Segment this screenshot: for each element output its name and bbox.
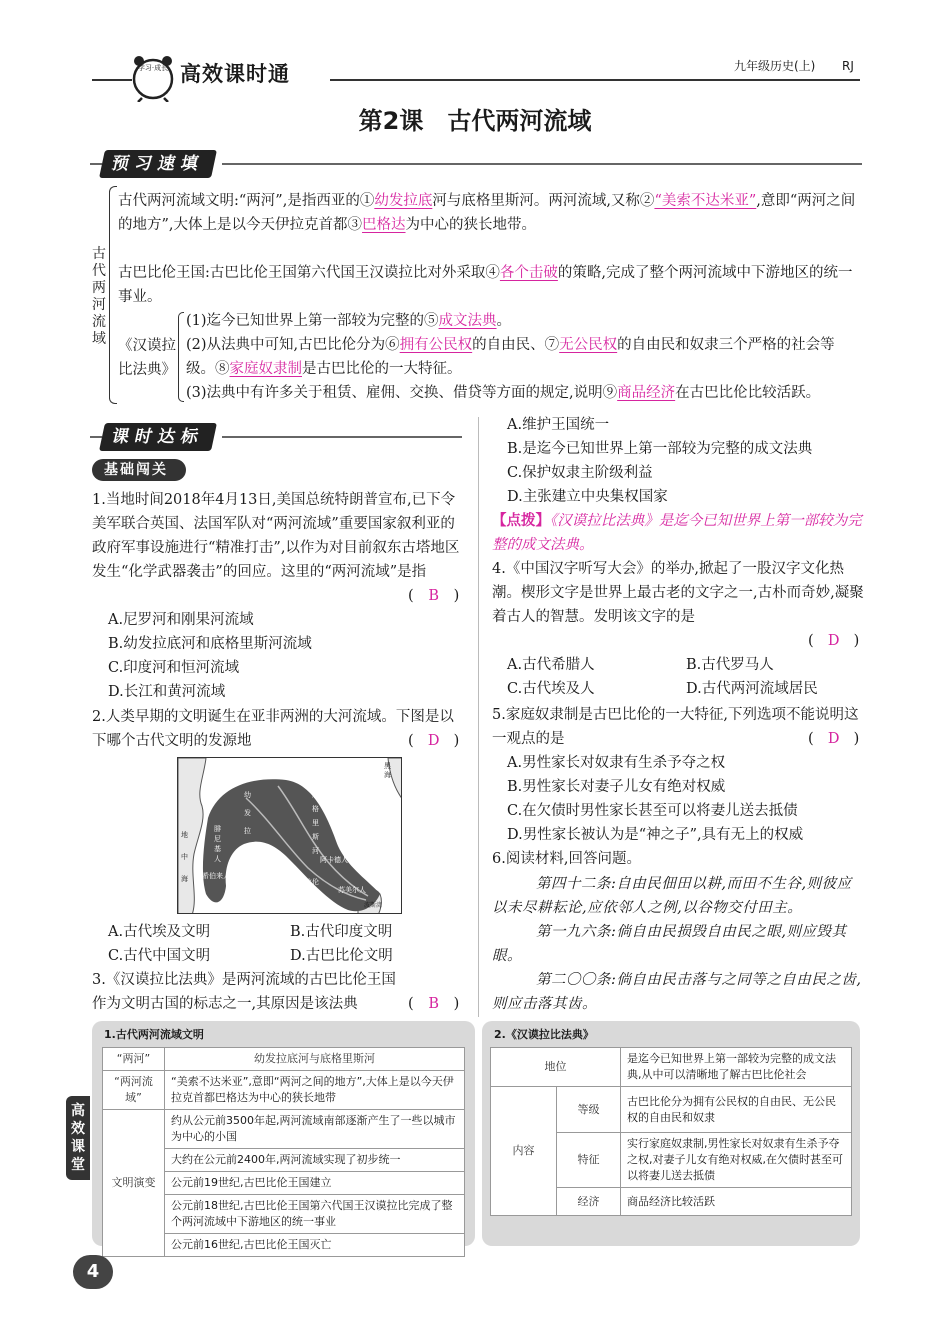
q2-option-a[interactable]: A.古代埃及文明 bbox=[108, 924, 211, 940]
answer-5: 成文法典 bbox=[438, 313, 497, 329]
brace-main bbox=[109, 186, 117, 404]
q6-material-1: 第四十二条:自由民佃田以耕,而田不生谷,则彼应以未尽耕耘论,应依邻人之例,以谷物交付田主。 bbox=[492, 876, 852, 916]
q3-option-b[interactable]: B.是迄今已知世界上第一部较为完整的成文法典 bbox=[507, 441, 813, 457]
q5-option-b[interactable]: B.男性家长对妻子儿女有绝对权威 bbox=[507, 779, 726, 795]
answer-4: 各个击破 bbox=[499, 265, 558, 281]
law-item-2: (2)从法典中可知,古巴比伦分为⑥拥有公民权的自由民、⑦无公民权的自由民和奴隶三个严格的社会等级。⑧家庭奴隶制是古巴比伦的一大特征。 bbox=[186, 337, 835, 377]
law-item-1: (1)迄今已知世界上第一部较为完整的⑤成文法典。 bbox=[186, 313, 512, 329]
q3-answer: ( B ) bbox=[408, 996, 460, 1012]
answer-1: 幼发拉底 bbox=[374, 193, 433, 209]
answer-2: “美索不达米亚” bbox=[654, 193, 757, 209]
q4-option-a[interactable]: A.古代希腊人 bbox=[507, 657, 595, 673]
q1-stem: 1.当地时间2018年4月13日,美国总统特朗普宣布,已下令美军联合英国、法国军队对“两河流域”重要国家叙利亚的政府军事设施进行“精准打击”,以作为对目前叙东古塔地区发生“化学武器袭击”的回应。这里的“两河流域”是指 bbox=[92, 492, 460, 580]
map-label-euphrates: 幼发拉底河 bbox=[244, 791, 251, 871]
question-3 bbox=[92, 968, 410, 1016]
q5-option-c[interactable]: C.在欠债时男性家长甚至可以将妻儿送去抵债 bbox=[507, 803, 798, 819]
practice-tag: 课时达标 bbox=[99, 423, 217, 451]
summary-2-title: 2.《汉谟拉比法典》 bbox=[494, 1028, 594, 1041]
s2-economy-value: 商品经济比较活跃 bbox=[621, 1188, 852, 1216]
q5-option-d[interactable]: D.男性家长被认为是“神之子”,具有无上的权威 bbox=[507, 827, 804, 843]
law-label: 《汉谟拉比法典》 bbox=[118, 338, 176, 378]
q5-option-a[interactable]: A.男性家长对奴隶有生杀予夺之权 bbox=[507, 755, 726, 771]
grade-label: 九年级历史(上) bbox=[734, 59, 816, 73]
answer-8: 家庭奴隶制 bbox=[229, 361, 302, 377]
basic-subtag: 基础闯关 bbox=[92, 459, 186, 481]
header-rule-right bbox=[330, 79, 860, 81]
side-tab: 高效课堂 bbox=[66, 1096, 90, 1180]
s2-grade-value: 古巴比伦分为拥有公民权的自由民、无公民权的自由民和奴隶 bbox=[621, 1087, 852, 1133]
law-item-3: (3)法典中有许多关于租赁、雇佣、交换、借贷等方面的规定,说明⑨商品经济在古巴比伦比较活跃。 bbox=[186, 385, 821, 401]
s1-evolution-3: 公元前19世纪,古巴比伦王国建立 bbox=[165, 1172, 465, 1195]
q4-option-c[interactable]: C.古代埃及人 bbox=[507, 681, 595, 697]
q1-option-b[interactable]: B.幼发拉底河和底格里斯河流域 bbox=[108, 636, 312, 652]
q2-option-d[interactable]: D.古巴比伦文明 bbox=[290, 948, 393, 964]
s2-position-value: 是迄今已知世界上第一部较为完整的成文法典,从中可以清晰地了解古巴比伦社会 bbox=[621, 1048, 852, 1087]
s2-position-key: 地位 bbox=[491, 1048, 621, 1087]
s2-content-key: 内容 bbox=[491, 1087, 557, 1216]
preview-tag: 预习速填 bbox=[99, 150, 217, 178]
answer-6: 拥有公民权 bbox=[399, 337, 473, 353]
answer-9: 商品经济 bbox=[617, 385, 676, 401]
q4-option-d[interactable]: D.古代两河流域居民 bbox=[686, 681, 818, 697]
q6-material-3: 第二〇〇条:倘自由民击落与之同等之自由民之齿,则应击落其齿。 bbox=[492, 972, 862, 1012]
s1-evolution-1: 约从公元前3500年起,两河流域南部逐渐产生了一些以城市为中心的小国 bbox=[165, 1110, 465, 1149]
s1-row2-value: “美索不达米亚”,意即“两河之间的地方”,大体上是以今天伊拉克首都巴格达为中心的狭长地带 bbox=[165, 1071, 465, 1110]
page-title: 第2课 古代两河流域 bbox=[358, 107, 592, 135]
q3-option-a[interactable]: A.维护王国统一 bbox=[507, 417, 610, 433]
s1-evolution-2: 大约在公元前2400年,两河流域实现了初步统一 bbox=[165, 1149, 465, 1172]
map-label-sumer: 苏美尔人 bbox=[338, 886, 366, 894]
s2-feature-key: 特征 bbox=[557, 1133, 621, 1188]
q4-stem: 4.《中国汉字听写大会》的举办,掀起了一股汉字文化热潮。楔形文字是世界上最古老的文字之一,古朴而奇妙,凝聚着古人的智慧。发明该文字的是 bbox=[492, 561, 864, 625]
q6-material-2: 第一九六条:倘自由民损毁自由民之眼,则应毁其眼。 bbox=[492, 924, 847, 964]
question-1 bbox=[92, 488, 464, 584]
header-rule-left bbox=[92, 79, 132, 81]
row1-cont: ,意即“两河之间的地方”,大体上是以今天伊拉克首都③ bbox=[118, 193, 856, 233]
map-label-tigris: 底格里斯河 bbox=[312, 791, 319, 855]
question-4 bbox=[492, 557, 864, 629]
brand-title: 高效课时通 bbox=[180, 62, 290, 86]
map-label-phoenicia: 腓尼基人 bbox=[214, 825, 221, 863]
row1-mid: 河与底格里斯河。两河流域,又称② bbox=[432, 193, 655, 209]
q1-option-d[interactable]: D.长江和黄河流域 bbox=[108, 684, 226, 700]
brace-law bbox=[178, 312, 184, 402]
answer-7: 无公民权 bbox=[559, 337, 618, 353]
s1-row1-value: 幼发拉底河与底格里斯河 bbox=[165, 1048, 465, 1071]
preview-row-1 bbox=[118, 189, 858, 237]
s1-row2-key: “两河流域” bbox=[103, 1071, 165, 1110]
row1-end: 为中心的狭长地带。 bbox=[405, 217, 537, 233]
q3-option-d[interactable]: D.主张建立中央集权国家 bbox=[507, 489, 668, 505]
edition-label: RJ bbox=[842, 59, 854, 73]
q2-option-b[interactable]: B.古代印度文明 bbox=[290, 924, 393, 940]
practice-section-header bbox=[90, 423, 462, 451]
map-label-hebrew: 希伯来人 bbox=[202, 872, 230, 880]
s1-row3-key: 文明演变 bbox=[103, 1110, 165, 1257]
q3-option-c[interactable]: C.保护奴隶主阶级利益 bbox=[507, 465, 653, 481]
logo-text: 学习·成长 bbox=[137, 64, 169, 72]
q2-stem: 2.人类早期的文明诞生在亚非两洲的大河流域。下图是以下哪个古代文明的发源地 bbox=[92, 709, 454, 749]
preview-side-label: 古代两河流域 bbox=[92, 246, 106, 347]
q3-stem: 3.《汉谟拉比法典》是两河流域的古巴比伦王国作为文明古国的标志之一,其原因是该法典 bbox=[92, 972, 396, 1012]
question-6: 6.阅读材料,回答问题。 bbox=[492, 851, 641, 867]
preview-row-2 bbox=[118, 261, 858, 309]
row2-end: 的策略,完成了整个两河流域中下游地区的统一事业。 bbox=[118, 265, 853, 305]
s1-evolution-4: 公元前18世纪,古巴比伦王国第六代国王汉谟拉比完成了整个两河流域中下游地区的统一事业 bbox=[165, 1195, 465, 1234]
q3-tip bbox=[492, 509, 864, 557]
page-number: 4 bbox=[73, 1255, 113, 1289]
q5-stem: 5.家庭奴隶制是古巴比伦的一大特征,下列选项不能说明这一观点的是 bbox=[492, 707, 859, 747]
row2-lead: 古巴比伦王国:古巴比伦王国第六代国王汉谟拉比对外采取④ bbox=[118, 265, 500, 281]
q4-option-b[interactable]: B.古代罗马人 bbox=[686, 657, 774, 673]
summary-1-title: 1.古代两河流域文明 bbox=[104, 1028, 204, 1041]
q3-tip-label: 【点拨】 bbox=[492, 512, 550, 529]
summary-box-1 bbox=[92, 1021, 475, 1251]
q2-map bbox=[177, 757, 402, 914]
summary-box-2 bbox=[482, 1021, 860, 1246]
column-divider bbox=[478, 417, 479, 1017]
s2-feature-value: 实行家庭奴隶制,男性家长对奴隶有生杀予夺之权,对妻子儿女有绝对权威,在欠债时甚至可以将妻儿送去抵债 bbox=[621, 1133, 852, 1188]
map-label-black-sea: 黑海 bbox=[384, 762, 391, 779]
answer-3: 巴格达 bbox=[362, 217, 406, 233]
s2-economy-key: 经济 bbox=[557, 1188, 621, 1216]
q1-answer: ( B ) bbox=[408, 588, 460, 604]
q1-option-c[interactable]: C.印度河和恒河流域 bbox=[108, 660, 240, 676]
q1-option-a[interactable]: A.尼罗河和刚果河流域 bbox=[108, 612, 254, 628]
s2-grade-key: 等级 bbox=[557, 1087, 621, 1133]
s1-evolution-5: 公元前16世纪,古巴比伦王国灭亡 bbox=[165, 1234, 465, 1257]
row1-lead: 古代两河流域文明:“两河”,是指西亚的① bbox=[118, 193, 375, 209]
preview-section-header bbox=[90, 150, 862, 178]
map-label-babylon: 巴比伦 bbox=[298, 878, 319, 886]
map-label-akkad: 阿卡德人 bbox=[320, 856, 348, 864]
q5-answer: ( D ) bbox=[808, 731, 860, 747]
s1-row1-key: “两河” bbox=[103, 1048, 165, 1071]
map-label-med: 地中海 bbox=[181, 831, 188, 883]
q2-answer: ( D ) bbox=[408, 733, 460, 749]
clock-logo-icon bbox=[128, 52, 178, 102]
q2-option-c[interactable]: C.古代中国文明 bbox=[108, 948, 211, 964]
map-label-gulf: 波斯湾 bbox=[364, 902, 383, 909]
q3-tip-text: 《汉谟拉比法典》是迄今已知世界上第一部较为完整的成文法典。 bbox=[492, 513, 862, 553]
q4-answer: ( D ) bbox=[808, 633, 860, 649]
